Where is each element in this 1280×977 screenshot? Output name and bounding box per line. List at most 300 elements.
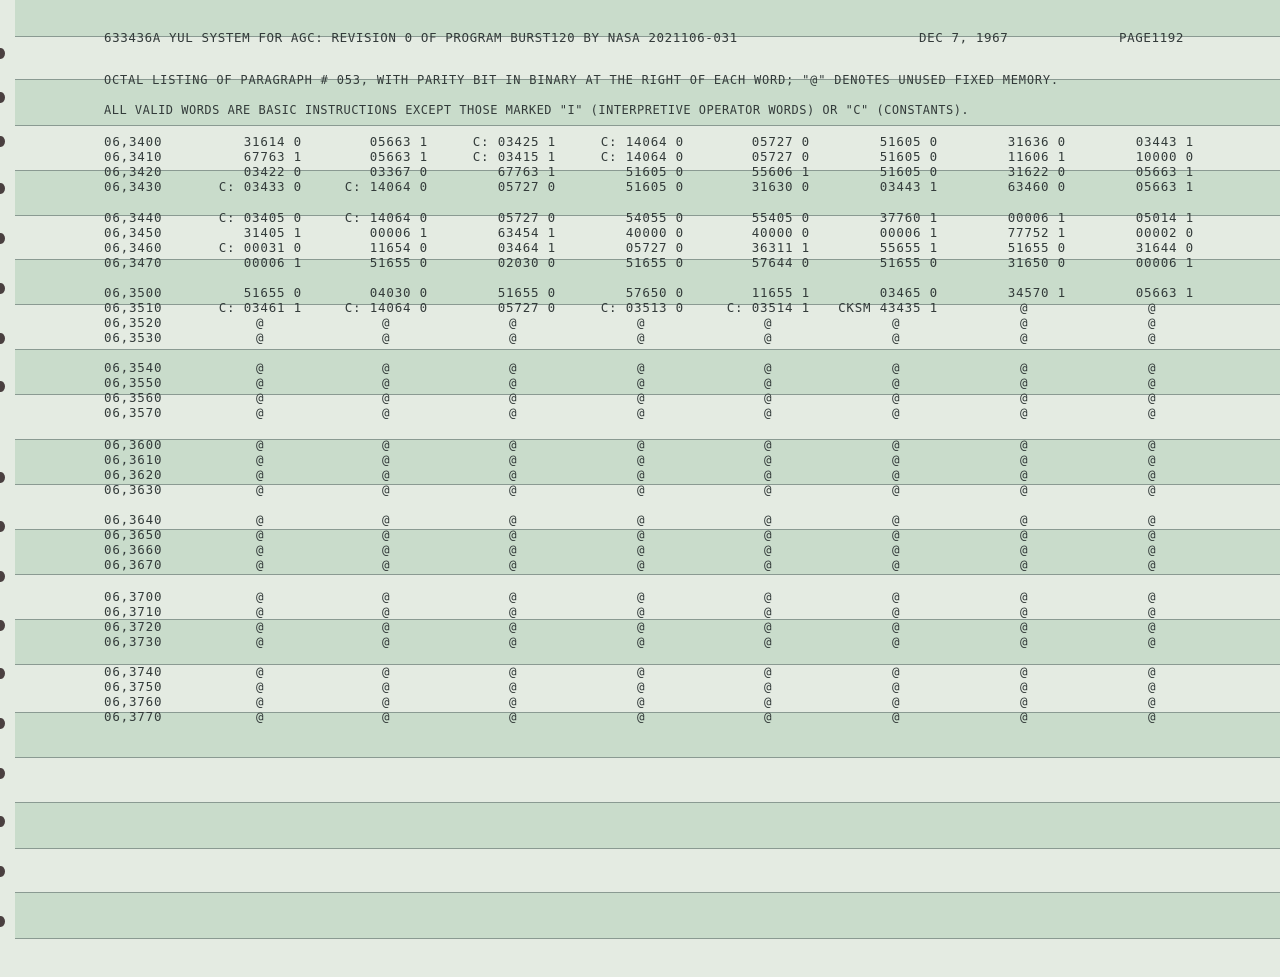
unused-memory-word: @ <box>637 634 646 649</box>
listing-row <box>0 164 1280 179</box>
memory-address: 06,3700 <box>104 589 163 604</box>
unused-memory-word: @ <box>382 527 391 542</box>
octal-word: 51655 0 <box>369 255 428 270</box>
unused-memory-word: @ <box>509 557 518 572</box>
unused-memory-word: @ <box>509 375 518 390</box>
unused-memory-word: @ <box>509 315 518 330</box>
green-bar <box>15 892 1280 938</box>
octal-word: C: 14064 0 <box>600 134 684 149</box>
unused-memory-word: @ <box>1020 619 1029 634</box>
ruled-line <box>15 892 1280 893</box>
octal-word: 55655 1 <box>879 240 938 255</box>
memory-address: 06,3500 <box>104 285 163 300</box>
unused-memory-word: @ <box>637 604 646 619</box>
memory-address: 06,3410 <box>104 149 163 164</box>
unused-memory-word: @ <box>892 619 901 634</box>
unused-memory-word: @ <box>1020 542 1029 557</box>
memory-address: 06,3750 <box>104 679 163 694</box>
octal-word: 05727 0 <box>497 179 556 194</box>
unused-memory-word: @ <box>1020 390 1029 405</box>
unused-memory-word: @ <box>256 405 265 420</box>
octal-word: 37760 1 <box>879 210 938 225</box>
octal-word: 51605 0 <box>625 179 684 194</box>
octal-word: 31636 0 <box>1007 134 1066 149</box>
unused-memory-word: @ <box>637 452 646 467</box>
unused-memory-word: @ <box>382 405 391 420</box>
unused-memory-word: @ <box>1148 452 1157 467</box>
unused-memory-word: @ <box>637 679 646 694</box>
unused-memory-word: @ <box>1148 634 1157 649</box>
octal-word: C: 14064 0 <box>600 149 684 164</box>
listing-legend: ALL VALID WORDS ARE BASIC INSTRUCTIONS EXCEPT THOSE MARKED "I" (INTERPRETIVE OPERATOR WORDS) OR "C" (CONSTANTS). <box>104 103 970 117</box>
octal-word: 05663 1 <box>1135 179 1194 194</box>
memory-address: 06,3720 <box>104 619 163 634</box>
unused-memory-word: @ <box>256 315 265 330</box>
unused-memory-word: @ <box>509 390 518 405</box>
ruled-line <box>15 757 1280 758</box>
unused-memory-word: @ <box>382 437 391 452</box>
unused-memory-word: @ <box>1020 679 1029 694</box>
unused-memory-word: @ <box>1020 694 1029 709</box>
octal-word: 57650 0 <box>625 285 684 300</box>
unused-memory-word: @ <box>509 709 518 724</box>
octal-word: 34570 1 <box>1007 285 1066 300</box>
octal-word: 03422 0 <box>243 164 302 179</box>
unused-memory-word: @ <box>1020 589 1029 604</box>
unused-memory-word: @ <box>1020 512 1029 527</box>
listing-row <box>0 240 1280 255</box>
octal-word: CKSM 43435 1 <box>838 300 938 315</box>
unused-memory-word: @ <box>637 527 646 542</box>
unused-memory-word: @ <box>637 375 646 390</box>
unused-memory-word: @ <box>1148 375 1157 390</box>
unused-memory-word: @ <box>1148 512 1157 527</box>
unused-memory-word: @ <box>1020 437 1029 452</box>
unused-memory-word: @ <box>892 664 901 679</box>
unused-memory-word: @ <box>892 512 901 527</box>
octal-word: 51605 0 <box>625 164 684 179</box>
octal-word: 67763 1 <box>497 164 556 179</box>
tractor-hole <box>0 92 5 103</box>
unused-memory-word: @ <box>764 405 773 420</box>
unused-memory-word: @ <box>764 437 773 452</box>
unused-memory-word: @ <box>1020 375 1029 390</box>
unused-memory-word: @ <box>382 452 391 467</box>
octal-word: 55405 0 <box>751 210 810 225</box>
unused-memory-word: @ <box>764 694 773 709</box>
octal-word: 54055 0 <box>625 210 684 225</box>
unused-memory-word: @ <box>892 467 901 482</box>
unused-memory-word: @ <box>892 604 901 619</box>
unused-memory-word: @ <box>764 589 773 604</box>
memory-address: 06,3560 <box>104 390 163 405</box>
unused-memory-word: @ <box>509 330 518 345</box>
ruled-line <box>15 574 1280 575</box>
listing-row <box>0 709 1280 724</box>
unused-memory-word: @ <box>764 527 773 542</box>
memory-address: 06,3730 <box>104 634 163 649</box>
octal-word: 31622 0 <box>1007 164 1066 179</box>
octal-word: 00002 0 <box>1135 225 1194 240</box>
unused-memory-word: @ <box>1020 634 1029 649</box>
unused-memory-word: @ <box>764 452 773 467</box>
unused-memory-word: @ <box>1020 482 1029 497</box>
octal-word: C: 14064 0 <box>344 300 428 315</box>
unused-memory-word: @ <box>764 467 773 482</box>
octal-word: 11606 1 <box>1007 149 1066 164</box>
memory-address: 06,3400 <box>104 134 163 149</box>
octal-word: C: 14064 0 <box>344 210 428 225</box>
memory-address: 06,3510 <box>104 300 163 315</box>
unused-memory-word: @ <box>892 360 901 375</box>
unused-memory-word: @ <box>764 604 773 619</box>
listing-date: DEC 7, 1967 <box>919 30 1009 45</box>
octal-word: 51655 0 <box>879 255 938 270</box>
octal-word: 00006 1 <box>1007 210 1066 225</box>
memory-address: 06,3550 <box>104 375 163 390</box>
unused-memory-word: @ <box>1020 664 1029 679</box>
unused-memory-word: @ <box>509 437 518 452</box>
unused-memory-word: @ <box>1020 557 1029 572</box>
octal-word: 00006 1 <box>1135 255 1194 270</box>
unused-memory-word: @ <box>892 452 901 467</box>
unused-memory-word: @ <box>1148 467 1157 482</box>
unused-memory-word: @ <box>1020 527 1029 542</box>
memory-address: 06,3740 <box>104 664 163 679</box>
unused-memory-word: @ <box>637 619 646 634</box>
unused-memory-word: @ <box>1148 709 1157 724</box>
unused-memory-word: @ <box>256 634 265 649</box>
unused-memory-word: @ <box>256 679 265 694</box>
unused-memory-word: @ <box>637 542 646 557</box>
tractor-hole <box>0 48 5 59</box>
memory-address: 06,3670 <box>104 557 163 572</box>
unused-memory-word: @ <box>382 589 391 604</box>
octal-word: C: 03405 0 <box>218 210 302 225</box>
unused-memory-word: @ <box>892 390 901 405</box>
unused-memory-word: @ <box>256 527 265 542</box>
unused-memory-word: @ <box>637 405 646 420</box>
octal-word: 55606 1 <box>751 164 810 179</box>
unused-memory-word: @ <box>764 542 773 557</box>
listing-row <box>0 285 1280 300</box>
unused-memory-word: @ <box>256 452 265 467</box>
unused-memory-word: @ <box>892 437 901 452</box>
unused-memory-word: @ <box>764 482 773 497</box>
unused-memory-word: @ <box>509 694 518 709</box>
unused-memory-word: @ <box>509 589 518 604</box>
octal-word: 00006 1 <box>369 225 428 240</box>
octal-word: 03465 0 <box>879 285 938 300</box>
unused-memory-word: @ <box>637 330 646 345</box>
unused-memory-word: @ <box>764 360 773 375</box>
unused-memory-word: @ <box>637 390 646 405</box>
unused-memory-word: @ <box>256 619 265 634</box>
unused-memory-word: @ <box>637 664 646 679</box>
octal-word: 51655 0 <box>625 255 684 270</box>
unused-memory-word: @ <box>1020 709 1029 724</box>
unused-memory-word: @ <box>637 467 646 482</box>
listing-row <box>0 589 1280 604</box>
memory-address: 06,3600 <box>104 437 163 452</box>
octal-word: 31614 0 <box>243 134 302 149</box>
octal-word: 31650 0 <box>1007 255 1066 270</box>
listing-row <box>0 330 1280 345</box>
unused-memory-word: @ <box>764 709 773 724</box>
unused-memory-word: @ <box>637 437 646 452</box>
unused-memory-word: @ <box>1148 664 1157 679</box>
unused-memory-word: @ <box>1148 360 1157 375</box>
octal-word: 51655 0 <box>497 285 556 300</box>
listing-row <box>0 315 1280 330</box>
memory-address: 06,3520 <box>104 315 163 330</box>
octal-word: C: 03461 1 <box>218 300 302 315</box>
octal-word: 03367 0 <box>369 164 428 179</box>
octal-word: 03443 1 <box>1135 134 1194 149</box>
octal-word: 05663 1 <box>369 134 428 149</box>
listing-row <box>0 452 1280 467</box>
unused-memory-word: @ <box>382 619 391 634</box>
octal-word: 36311 1 <box>751 240 810 255</box>
unused-memory-word: @ <box>382 390 391 405</box>
octal-word: C: 03415 1 <box>472 149 556 164</box>
listing-row <box>0 405 1280 420</box>
octal-word: 11655 1 <box>751 285 810 300</box>
unused-memory-word: @ <box>509 664 518 679</box>
unused-memory-word: @ <box>382 330 391 345</box>
memory-address: 06,3450 <box>104 225 163 240</box>
unused-memory-word: @ <box>1020 330 1029 345</box>
listing-row <box>0 360 1280 375</box>
unused-memory-word: @ <box>764 619 773 634</box>
memory-address: 06,3610 <box>104 452 163 467</box>
listing-row <box>0 482 1280 497</box>
unused-memory-word: @ <box>892 709 901 724</box>
tractor-hole <box>0 816 5 827</box>
memory-address: 06,3540 <box>104 360 163 375</box>
memory-address: 06,3570 <box>104 405 163 420</box>
memory-address: 06,3710 <box>104 604 163 619</box>
memory-address: 06,3650 <box>104 527 163 542</box>
listing-row <box>0 255 1280 270</box>
unused-memory-word: @ <box>256 467 265 482</box>
octal-word: C: 03513 0 <box>600 300 684 315</box>
listing-row <box>0 527 1280 542</box>
ruled-line <box>15 125 1280 126</box>
unused-memory-word: @ <box>256 604 265 619</box>
octal-word: 31405 1 <box>243 225 302 240</box>
unused-memory-word: @ <box>1148 557 1157 572</box>
octal-word: 03443 1 <box>879 179 938 194</box>
unused-memory-word: @ <box>509 467 518 482</box>
octal-word: 00006 1 <box>243 255 302 270</box>
unused-memory-word: @ <box>382 542 391 557</box>
unused-memory-word: @ <box>764 679 773 694</box>
memory-address: 06,3440 <box>104 210 163 225</box>
unused-memory-word: @ <box>382 467 391 482</box>
listing-row <box>0 300 1280 315</box>
unused-memory-word: @ <box>892 405 901 420</box>
unused-memory-word: @ <box>256 709 265 724</box>
unused-memory-word: @ <box>1020 300 1029 315</box>
memory-address: 06,3430 <box>104 179 163 194</box>
unused-memory-word: @ <box>256 330 265 345</box>
unused-memory-word: @ <box>382 360 391 375</box>
unused-memory-word: @ <box>382 664 391 679</box>
unused-memory-word: @ <box>637 589 646 604</box>
ruled-line <box>15 848 1280 849</box>
ruled-line <box>15 349 1280 350</box>
unused-memory-word: @ <box>1148 300 1157 315</box>
unused-memory-word: @ <box>1148 694 1157 709</box>
unused-memory-word: @ <box>892 557 901 572</box>
unused-memory-word: @ <box>764 330 773 345</box>
unused-memory-word: @ <box>637 694 646 709</box>
unused-memory-word: @ <box>637 482 646 497</box>
unused-memory-word: @ <box>764 664 773 679</box>
unused-memory-word: @ <box>637 315 646 330</box>
green-bar <box>15 802 1280 848</box>
memory-address: 06,3460 <box>104 240 163 255</box>
listing-row <box>0 467 1280 482</box>
tractor-hole <box>0 866 5 877</box>
listing-row <box>0 634 1280 649</box>
listing-row <box>0 225 1280 240</box>
octal-word: 05727 0 <box>625 240 684 255</box>
unused-memory-word: @ <box>764 315 773 330</box>
unused-memory-word: @ <box>764 557 773 572</box>
listing-row <box>0 679 1280 694</box>
unused-memory-word: @ <box>382 679 391 694</box>
unused-memory-word: @ <box>892 315 901 330</box>
octal-word: 57644 0 <box>751 255 810 270</box>
listing-row <box>0 210 1280 225</box>
octal-word: 05663 1 <box>369 149 428 164</box>
unused-memory-word: @ <box>1020 315 1029 330</box>
unused-memory-word: @ <box>637 512 646 527</box>
unused-memory-word: @ <box>892 589 901 604</box>
unused-memory-word: @ <box>1020 360 1029 375</box>
octal-word: 05663 1 <box>1135 285 1194 300</box>
unused-memory-word: @ <box>1020 452 1029 467</box>
unused-memory-word: @ <box>382 557 391 572</box>
unused-memory-word: @ <box>1148 437 1157 452</box>
unused-memory-word: @ <box>509 542 518 557</box>
unused-memory-word: @ <box>382 512 391 527</box>
unused-memory-word: @ <box>509 604 518 619</box>
octal-word: 11654 0 <box>369 240 428 255</box>
unused-memory-word: @ <box>382 634 391 649</box>
unused-memory-word: @ <box>256 589 265 604</box>
unused-memory-word: @ <box>1020 405 1029 420</box>
unused-memory-word: @ <box>509 527 518 542</box>
listing-row <box>0 134 1280 149</box>
listing-row <box>0 664 1280 679</box>
unused-memory-word: @ <box>256 542 265 557</box>
octal-word: 40000 0 <box>625 225 684 240</box>
octal-word: 51655 0 <box>1007 240 1066 255</box>
ruled-line <box>15 802 1280 803</box>
octal-word: 40000 0 <box>751 225 810 240</box>
unused-memory-word: @ <box>892 482 901 497</box>
unused-memory-word: @ <box>256 437 265 452</box>
unused-memory-word: @ <box>764 375 773 390</box>
unused-memory-word: @ <box>892 527 901 542</box>
listing-row <box>0 375 1280 390</box>
octal-word: 03464 1 <box>497 240 556 255</box>
listing-row <box>0 604 1280 619</box>
unused-memory-word: @ <box>1148 390 1157 405</box>
listing-description: OCTAL LISTING OF PARAGRAPH # 053, WITH PARITY BIT IN BINARY AT THE RIGHT OF EACH WORD; "@" DENOTES UNUSED FIXED MEMORY. <box>104 73 1059 87</box>
unused-memory-word: @ <box>892 679 901 694</box>
octal-word: 05727 0 <box>497 300 556 315</box>
unused-memory-word: @ <box>1148 542 1157 557</box>
listing-row <box>0 619 1280 634</box>
unused-memory-word: @ <box>382 315 391 330</box>
octal-word: 63454 1 <box>497 225 556 240</box>
unused-memory-word: @ <box>892 375 901 390</box>
unused-memory-word: @ <box>892 542 901 557</box>
unused-memory-word: @ <box>892 694 901 709</box>
unused-memory-word: @ <box>892 330 901 345</box>
page-number: PAGE1192 <box>1119 30 1185 45</box>
listing-row <box>0 542 1280 557</box>
memory-address: 06,3660 <box>104 542 163 557</box>
unused-memory-word: @ <box>1148 315 1157 330</box>
octal-word: C: 00031 0 <box>218 240 302 255</box>
unused-memory-word: @ <box>382 694 391 709</box>
octal-word: 04030 0 <box>369 285 428 300</box>
unused-memory-word: @ <box>1148 482 1157 497</box>
octal-word: 67763 1 <box>243 149 302 164</box>
unused-memory-word: @ <box>1148 330 1157 345</box>
octal-word: 31630 0 <box>751 179 810 194</box>
tractor-hole <box>0 916 5 927</box>
unused-memory-word: @ <box>764 634 773 649</box>
unused-memory-word: @ <box>637 557 646 572</box>
unused-memory-word: @ <box>382 375 391 390</box>
unused-memory-word: @ <box>509 405 518 420</box>
memory-address: 06,3630 <box>104 482 163 497</box>
memory-address: 06,3420 <box>104 164 163 179</box>
unused-memory-word: @ <box>509 360 518 375</box>
listing-row <box>0 694 1280 709</box>
listing-row <box>0 149 1280 164</box>
unused-memory-word: @ <box>256 512 265 527</box>
unused-memory-word: @ <box>382 482 391 497</box>
unused-memory-word: @ <box>256 390 265 405</box>
octal-word: 51605 0 <box>879 149 938 164</box>
listing-row <box>0 179 1280 194</box>
ruled-line <box>15 938 1280 939</box>
unused-memory-word: @ <box>382 709 391 724</box>
listing-row <box>0 437 1280 452</box>
listing-row <box>0 557 1280 572</box>
octal-word: 05727 0 <box>497 210 556 225</box>
octal-word: 10000 0 <box>1135 149 1194 164</box>
tractor-hole <box>0 571 5 582</box>
unused-memory-word: @ <box>256 557 265 572</box>
memory-address: 06,3760 <box>104 694 163 709</box>
unused-memory-word: @ <box>892 634 901 649</box>
octal-word: C: 03425 1 <box>472 134 556 149</box>
octal-word: 51605 0 <box>879 134 938 149</box>
octal-word: 51655 0 <box>243 285 302 300</box>
unused-memory-word: @ <box>1148 527 1157 542</box>
unused-memory-word: @ <box>509 619 518 634</box>
unused-memory-word: @ <box>1148 405 1157 420</box>
octal-word: 00006 1 <box>879 225 938 240</box>
